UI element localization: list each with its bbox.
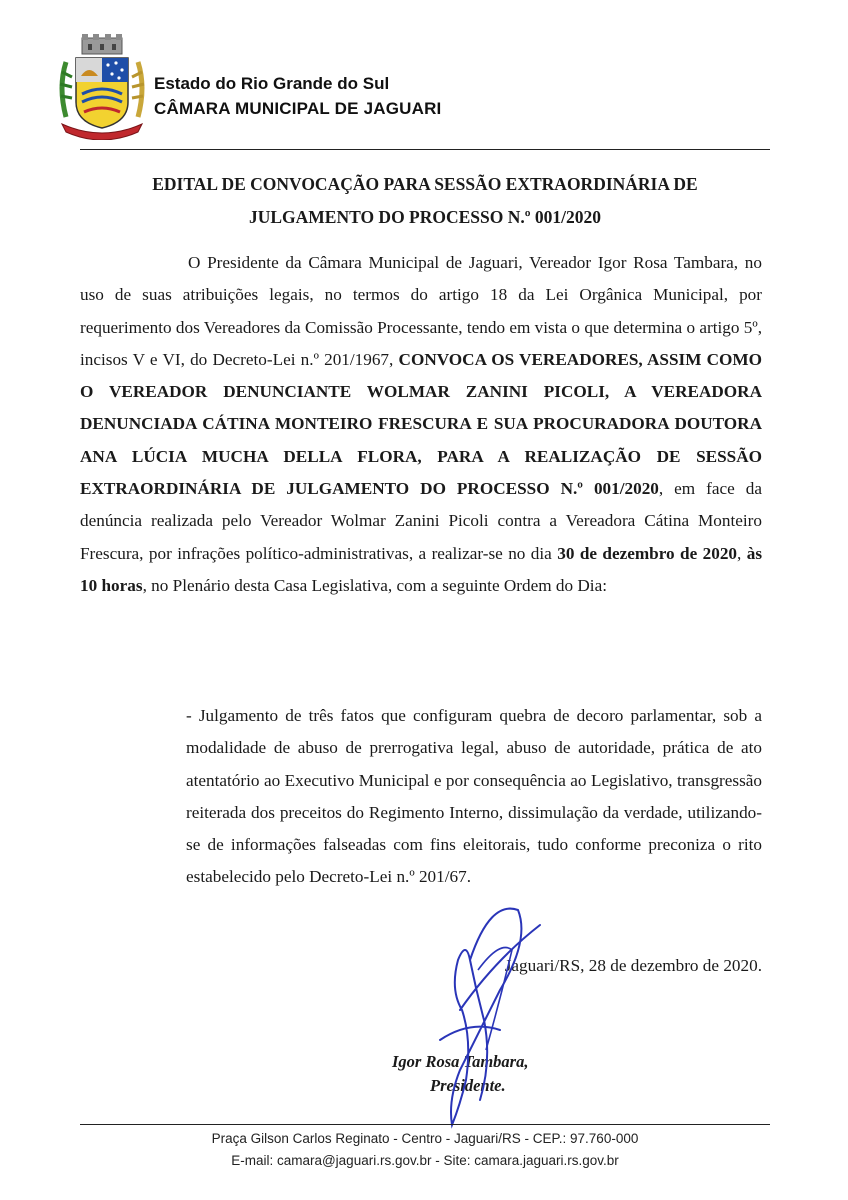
letterhead-text — [154, 72, 441, 122]
agenda-item: - Julgamento de três fatos que configuram quebra de decoro parlamentar, sob a modalidade de abuso de prerrogativa legal, abuso de autoridade, prática de ato atentatório ao Executivo Municipal e por consequência ao Legislativo, transgressão reiterada dos preceitos do Regimento Interno, dissimulação da verdade, utilizando-se de informações falseadas com fins eleitorais, tudo conforme preconiza o rito estabelecido pelo Decreto-Lei n.º 201/67. — [186, 706, 762, 887]
signatory-name: Igor Rosa Tambara, — [392, 1052, 529, 1071]
session-date: 30 de dezembro de 2020 — [557, 543, 738, 563]
coat-of-arms-icon — [52, 32, 152, 140]
title-line-1: EDITAL DE CONVOCAÇÃO PARA SESSÃO EXTRAORDINÁRIA DE — [152, 174, 698, 194]
end-text: , no Plenário desta Casa Legislativa, com a seguinte Ordem do Dia: — [142, 575, 607, 595]
header-divider — [80, 149, 770, 150]
date-comma: , — [737, 543, 742, 563]
convoca-bold-text: CONVOCA OS VEREADORES, ASSIM COMO O VEREADOR DENUNCIANTE WOLMAR ZANINI PICOLI, A VEREADORA DENUNCIADA CÁTINA MONTEIRO FRESCURA E SUA PROCURADORA DOUTORA ANA LÚCIA MUCHA DELLA FLORA, PARA A REALIZAÇÃO DE SESSÃO EXTRAORDINÁRIA DE JULGAMENTO DO PROCESSO N.º 001/2020 — [80, 349, 762, 499]
middle-text: , em face da denúncia realizada pelo Vereador Wolmar Zanini Picoli contra a Vereadora Cátina Monteiro Frescura, por infrações político-administrativas, a realizar-se no dia — [80, 479, 762, 563]
signatory-role: Presidente. — [430, 1076, 506, 1095]
document-title — [80, 168, 770, 234]
chamber-name: CÂMARA MUNICIPAL DE JAGUARI — [154, 99, 442, 118]
title-line-2: JULGAMENTO DO PROCESSO N.º 001/2020 — [248, 207, 602, 227]
footer-address: Praça Gilson Carlos Reginato - Centro - Jaguari/RS - CEP.: 97.760-000 — [211, 1131, 639, 1146]
place-and-date: Jaguari/RS, 28 de dezembro de 2020. — [504, 956, 762, 975]
footer-contact: E-mail: camara@jaguari.rs.gov.br - Site: camara.jaguari.rs.gov.br — [231, 1153, 619, 1168]
handwritten-signature — [400, 900, 560, 1140]
footer-divider — [80, 1124, 770, 1125]
main-paragraph — [80, 247, 762, 602]
convocation-paragraph — [80, 247, 762, 602]
intro-text: O Presidente da Câmara Municipal de Jaguari, Vereador Igor Rosa Tambara, no uso de suas atribuições legais, no termos do artigo 18 da Lei Orgânica Municipal, por requerimento dos Vereadores da Comissão Processante, tendo em vista o que determina o artigo 5º, incisos V e VI, do Decreto-Lei n.º 201/1967, — [80, 253, 762, 369]
state-name: Estado do Rio Grande do Sul — [154, 74, 390, 93]
letterhead — [50, 32, 770, 142]
signature-block — [392, 1050, 592, 1098]
footer — [80, 1128, 770, 1172]
session-time: às 10 horas — [80, 543, 763, 595]
